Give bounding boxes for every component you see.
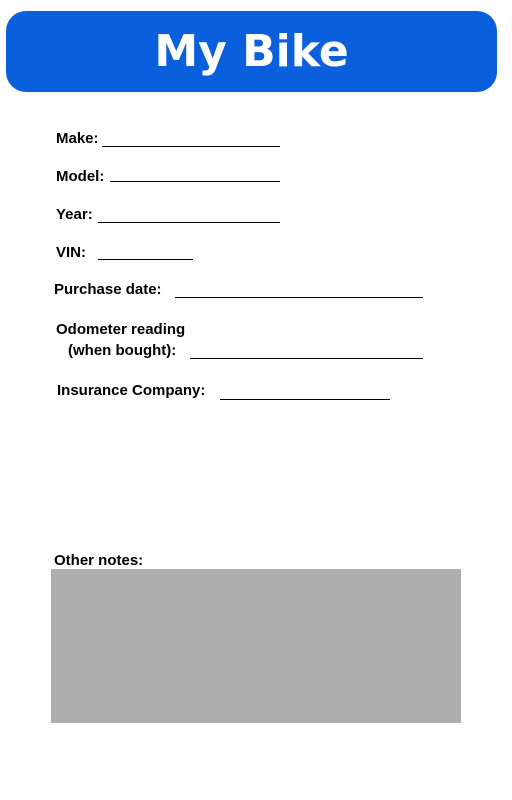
odometer-field-line[interactable] <box>190 358 423 359</box>
make-field-line[interactable] <box>102 146 280 147</box>
vin-label: VIN: <box>56 244 86 261</box>
page-title: My Bike <box>154 25 349 77</box>
make-label: Make: <box>56 130 99 147</box>
insurance-company-label: Insurance Company: <box>57 382 206 399</box>
year-label: Year: <box>56 206 93 223</box>
odometer-label-line1: Odometer reading <box>56 321 186 338</box>
odometer-label-line2: (when bought): <box>68 342 177 359</box>
other-notes-label: Other notes: <box>54 552 144 569</box>
year-field-line[interactable] <box>98 222 280 223</box>
purchase-date-field-line[interactable] <box>175 297 423 298</box>
insurance-company-field-line[interactable] <box>220 399 390 400</box>
title-banner <box>6 11 497 92</box>
vin-field-line[interactable] <box>98 259 193 260</box>
model-field-line[interactable] <box>110 181 280 182</box>
purchase-date-label: Purchase date: <box>54 281 162 298</box>
other-notes-box[interactable] <box>51 569 461 723</box>
model-label: Model: <box>56 168 105 185</box>
